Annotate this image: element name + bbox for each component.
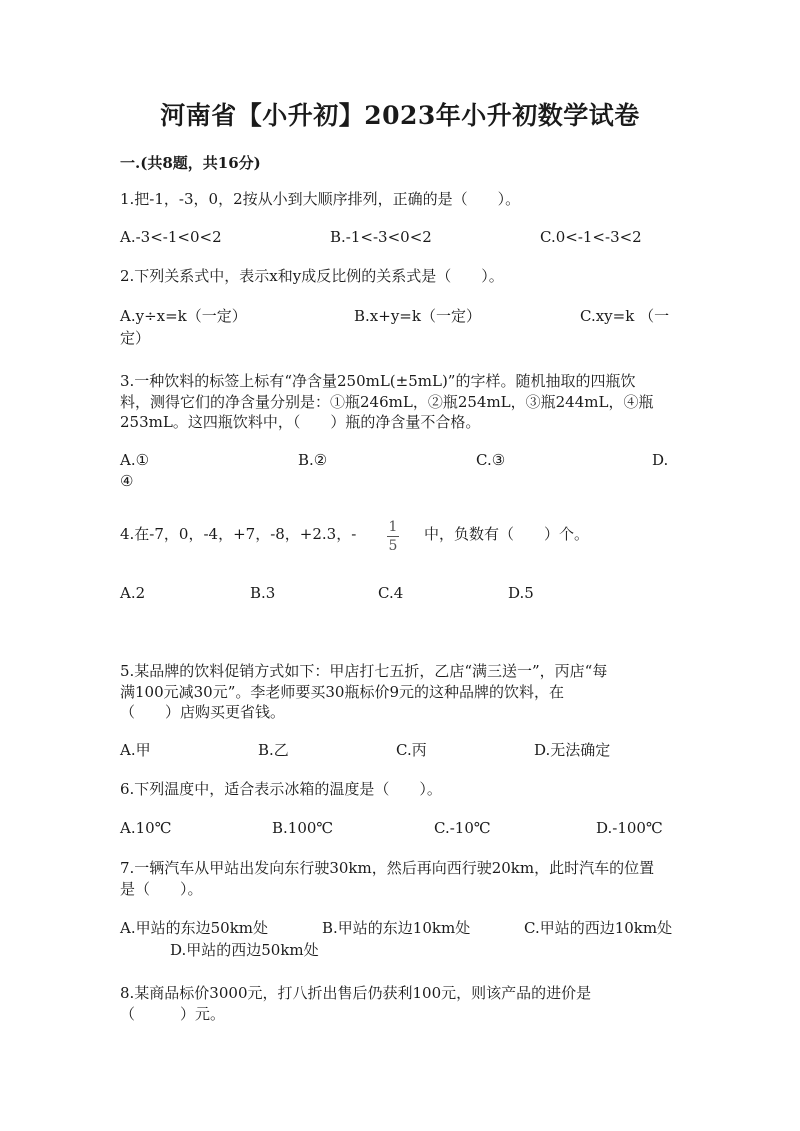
q6-option-c: C.-10℃	[434, 819, 491, 837]
q5-option-a: A.甲	[120, 741, 151, 759]
question-3-line-2: 料，测得它们的净含量分别是：①瓶246mL，②瓶254mL，③瓶244mL，④瓶	[120, 393, 654, 411]
q6-option-a: A.10℃	[120, 819, 172, 837]
q1-option-b: B.-1<-3<0<2	[330, 228, 432, 246]
q5-option-c: C.丙	[396, 741, 427, 759]
q2-option-c-wrap: 定）	[120, 329, 151, 347]
q2-option-b: B.x+y=k（一定）	[354, 307, 481, 325]
q7-option-c: C.甲站的西边10km处	[524, 919, 673, 937]
question-1-text: 1.把-1，-3，0，2按从小到大顺序排列，正确的是（ ）。	[120, 190, 521, 208]
question-7-line-1: 7.一辆汽车从甲站出发向东行驶30km，然后再向西行驶20km，此时汽车的位置	[120, 859, 655, 877]
question-5-line-2: 满100元减30元”。李老师要买30瓶标价9元的这种品牌的饮料，在	[120, 683, 565, 701]
q3-option-d: D.	[652, 451, 669, 469]
q6-option-d: D.-100℃	[596, 819, 663, 837]
page-title: 河南省【小升初】2023年小升初数学试卷	[160, 101, 640, 130]
q4-option-d: D.5	[508, 584, 534, 602]
question-5-line-1: 5.某品牌的饮料促销方式如下：甲店打七五折，乙店“满三送一”，丙店“每	[120, 662, 608, 680]
q7-option-d: D.甲站的西边50km处	[170, 941, 319, 959]
q6-option-b: B.100℃	[272, 819, 334, 837]
fraction-numerator: 1	[388, 519, 398, 535]
fraction-denominator: 5	[388, 538, 398, 554]
q1-option-a: A.-3<-1<0<2	[120, 228, 222, 246]
q3-option-b: B.②	[298, 451, 328, 469]
q2-option-c: C.xy=k （一	[580, 307, 670, 325]
question-3-line-3: 253mL。这四瓶饮料中，（ ）瓶的净含量不合格。	[120, 413, 481, 431]
question-7-line-2: 是（ ）。	[120, 880, 203, 898]
q1-option-c: C.0<-1<-3<2	[540, 228, 642, 246]
question-2-text: 2.下列关系式中，表示x和y成反比例的关系式是（ ）。	[120, 267, 504, 285]
q4-option-b: B.3	[250, 584, 276, 602]
q7-option-a: A.甲站的东边50km处	[120, 919, 269, 937]
q5-option-b: B.乙	[258, 741, 289, 759]
question-4-text-start: 4.在-7，0，-4，+7，-8，+2.3，-	[120, 525, 357, 543]
q3-option-a: A.①	[120, 451, 150, 469]
question-6-text: 6.下列温度中，适合表示冰箱的温度是（ ）。	[120, 780, 442, 798]
question-8-line-2: （ ）元。	[120, 1005, 226, 1023]
q3-option-d-wrap: ④	[120, 472, 134, 490]
question-3-line-1: 3.一种饮料的标签上标有“净含量250mL(±5mL)”的字样。随机抽取的四瓶饮	[120, 372, 636, 390]
question-8-line-1: 8.某商品标价3000元，打八折出售后仍获利100元，则该产品的进价是	[120, 984, 592, 1002]
fraction-bar	[387, 536, 399, 537]
q4-option-c: C.4	[378, 584, 404, 602]
fraction	[385, 519, 401, 554]
q4-option-a: A.2	[120, 584, 146, 602]
q5-option-d: D.无法确定	[534, 741, 611, 759]
question-4-text-end: 中，负数有（ ）个。	[424, 525, 590, 543]
q7-option-b: B.甲站的东边10km处	[322, 919, 471, 937]
section-heading: 一.(共8题，共16分)	[120, 154, 261, 172]
q3-option-c: C.③	[476, 451, 506, 469]
question-5-line-3: （ ）店购买更省钱。	[120, 703, 286, 721]
q2-option-a: A.y÷x=k（一定）	[120, 307, 247, 325]
